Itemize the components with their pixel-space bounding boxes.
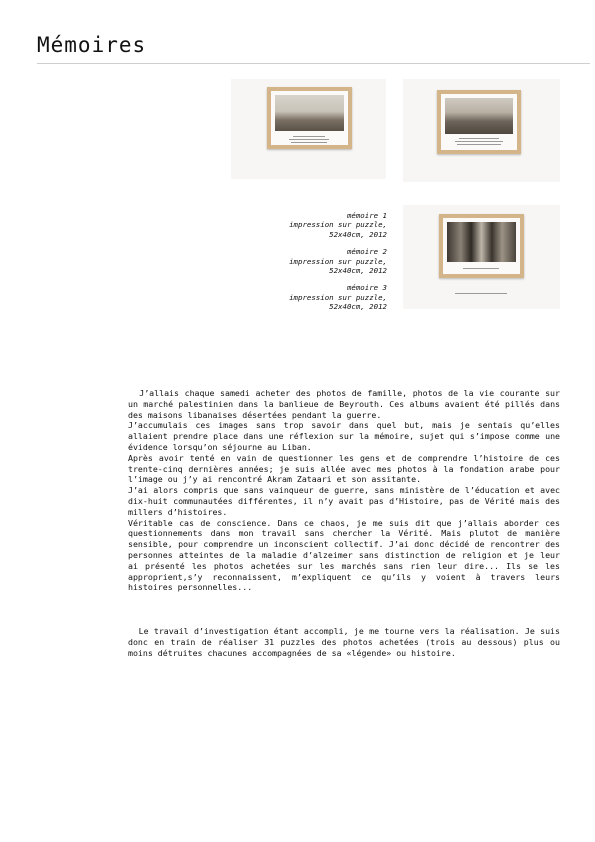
caption-size: 52x40cm, 2012 [329,229,387,239]
picture-frame [437,90,521,154]
picture-frame [439,214,524,278]
caption-medium: impression sur puzzle, [289,256,387,266]
paragraph: Véritable cas de conscience. Dans ce chaos, je me suis dit que j’allais aborder ces questionnements dans mon travail sans chercher la Vérité. Mais plutot de manière sensible, pour comprendre un inconscient collectif. J’ai donc décidé de rencontrer des personnes atteintes de la maladie d’alzeimer sans distinction de religion et je leur ai présenté les photos achetées sur les marchés sans rien leur dire... Ils se les approprient,s’y reconnaissent, m’expliquent ce qu’ils y voient à travers leurs histoires personnelles... [128,517,560,593]
artwork-photo-3 [403,205,560,309]
caption-title: mémoire 1 [346,211,387,220]
caption-medium: impression sur puzzle, [289,220,387,230]
caption-medium: impression sur puzzle, [289,292,387,302]
puzzle-print [275,95,344,131]
body-text [128,388,565,659]
caption-memoire-2 [289,247,387,275]
title-divider [37,63,590,64]
caption-title: mémoire 2 [346,247,387,257]
paragraph: J’accumulais ces images sans trop savoir dans quel but, mais je sentais qu’elles allaient prendre place dans une réflexion sur la mémoire, sujet qui s’impose comme une évidence lorsqu’on séjourne au Liban. [128,420,560,452]
caption-size: 52x40cm, 2012 [329,266,387,276]
caption-title: mémoire 3 [346,283,387,293]
paragraph: J’ai alors compris que sans vainqueur de guerre, sans ministère de l’éducation et avec dix-huit communautées différentes, il n’y avait pas d’Histoire, pas de Vérité mais des millers d’histoires. [128,485,560,517]
paragraph: J’allais chaque samedi acheter des photos de famille, photos de la vie courante sur un marché palestinien dans la banlieue de Beyrouth. Ces albums avaient été pillés dans des maisons libanaises désertées pendant la guerre. [128,388,565,420]
caption-size: 52x40cm, 2012 [329,302,387,312]
picture-frame [267,87,352,149]
paragraph: Le travail d’investigation étant accompli, je me tourne vers la réalisation. Je suis donc en train de réaliser 31 puzzles des photos achetées (trois au dessous) plus ou moins détruites chacunes accompagnées de sa «légende» ou histoire. [128,626,565,658]
page-title: Mémoires [37,33,147,57]
paragraph: Après avoir tenté en vain de questionner les gens et de comprendre l’histoire de ces trente-cinq dernières années; je suis allée avec mes photos à la fondation arabe pour l’image ou j’y ai rencontré Akram Zataari et son assitante. [128,452,560,485]
artwork-photo-1 [231,79,386,179]
artwork-photo-2 [403,79,560,182]
caption-memoire-3 [289,283,387,311]
puzzle-print [445,98,513,134]
puzzle-print [447,222,516,262]
artwork-captions [289,211,387,320]
caption-memoire-1 [289,211,387,239]
